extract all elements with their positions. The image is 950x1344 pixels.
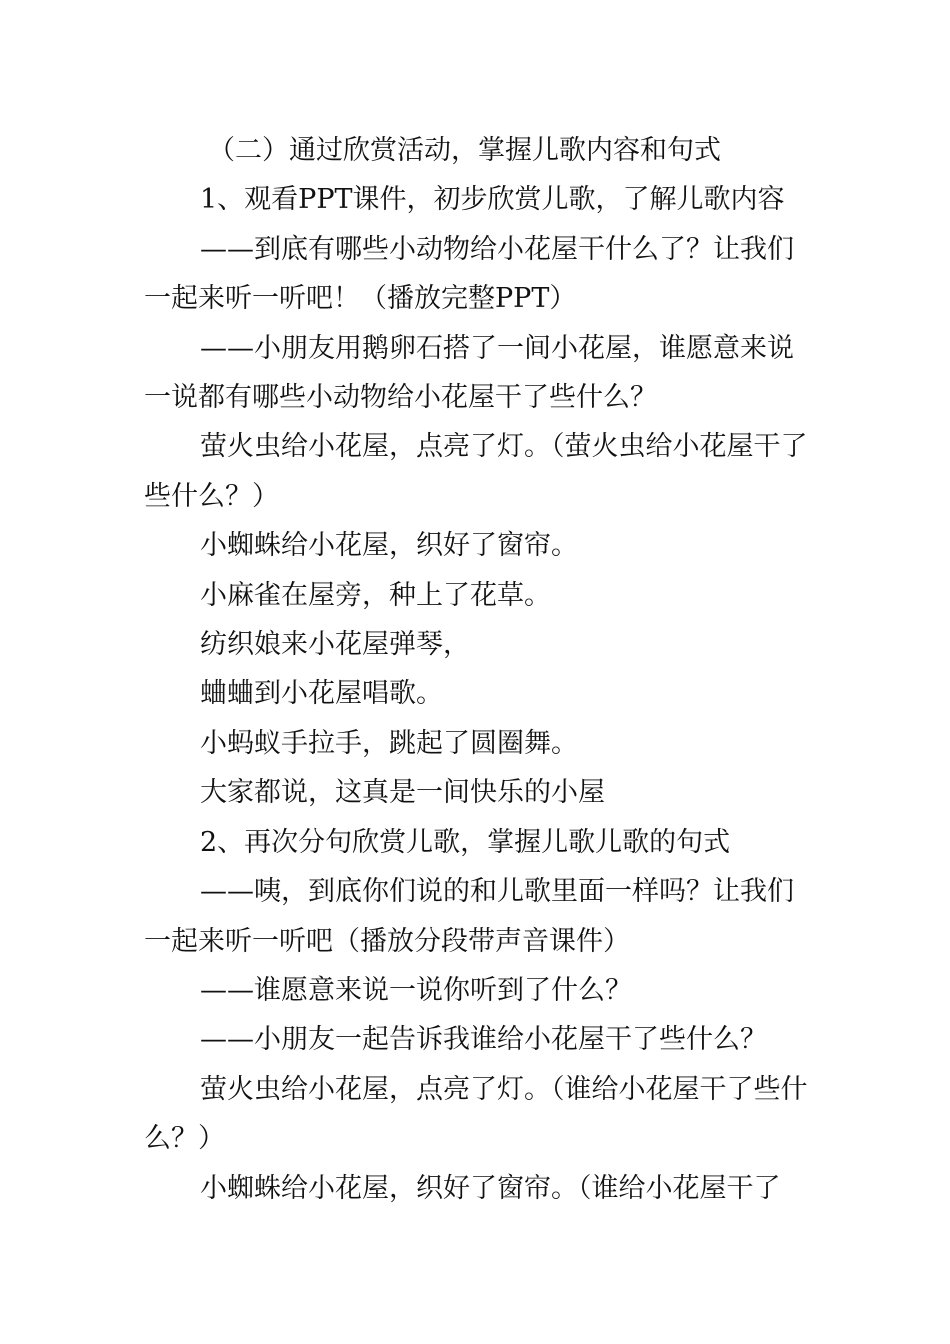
poem-line: 小蜘蛛给小花屋，织好了窗帘。（谁给小花屋干了 — [200, 1172, 781, 1204]
poem-line: 小麻雀在屋旁，种上了花草。 — [200, 579, 551, 611]
paragraph: ——小朋友一起告诉我谁给小花屋干了些什么？ — [200, 1024, 767, 1056]
poem-line: 小蜘蛛给小花屋，织好了窗帘。 — [200, 530, 578, 562]
poem-line: 大家都说，这真是一间快乐的小屋 — [200, 777, 605, 809]
paragraph: ——到底有哪些小动物给小花屋干什么了？让我们一起来听一听吧！（播放完整PPT） — [144, 233, 794, 315]
section-heading: （二）通过欣赏活动，掌握儿歌内容和句式 — [208, 135, 721, 166]
poem-line: 蛐蛐到小花屋唱歌。 — [200, 678, 443, 710]
step-heading: 1、观看PPT课件，初步欣赏儿歌，了解儿歌内容 — [200, 184, 785, 216]
poem-line: 萤火虫给小花屋，点亮了灯。（萤火虫给小花屋干了些什么？） — [144, 431, 808, 512]
paragraph: ——谁愿意来说一说你听到了什么？ — [200, 974, 632, 1006]
poem-line: 萤火虫给小花屋，点亮了灯。（谁给小花屋干了些什么？） — [144, 1073, 808, 1155]
poem-line: 纺织娘来小花屋弹琴， — [200, 629, 470, 661]
paragraph: ——小朋友用鹅卵石搭了一间小花屋，谁愿意来说一说都有哪些小动物给小花屋干了些什么？ — [144, 332, 794, 414]
step-heading: 2、再次分句欣赏儿歌，掌握儿歌儿歌的句式 — [200, 826, 731, 858]
paragraph: ——咦，到底你们说的和儿歌里面一样吗？让我们一起来听一听吧（播放分段带声音课件） — [144, 876, 794, 957]
poem-line: 小蚂蚁手拉手，跳起了圆圈舞。 — [200, 727, 578, 759]
document-body — [144, 126, 810, 1213]
